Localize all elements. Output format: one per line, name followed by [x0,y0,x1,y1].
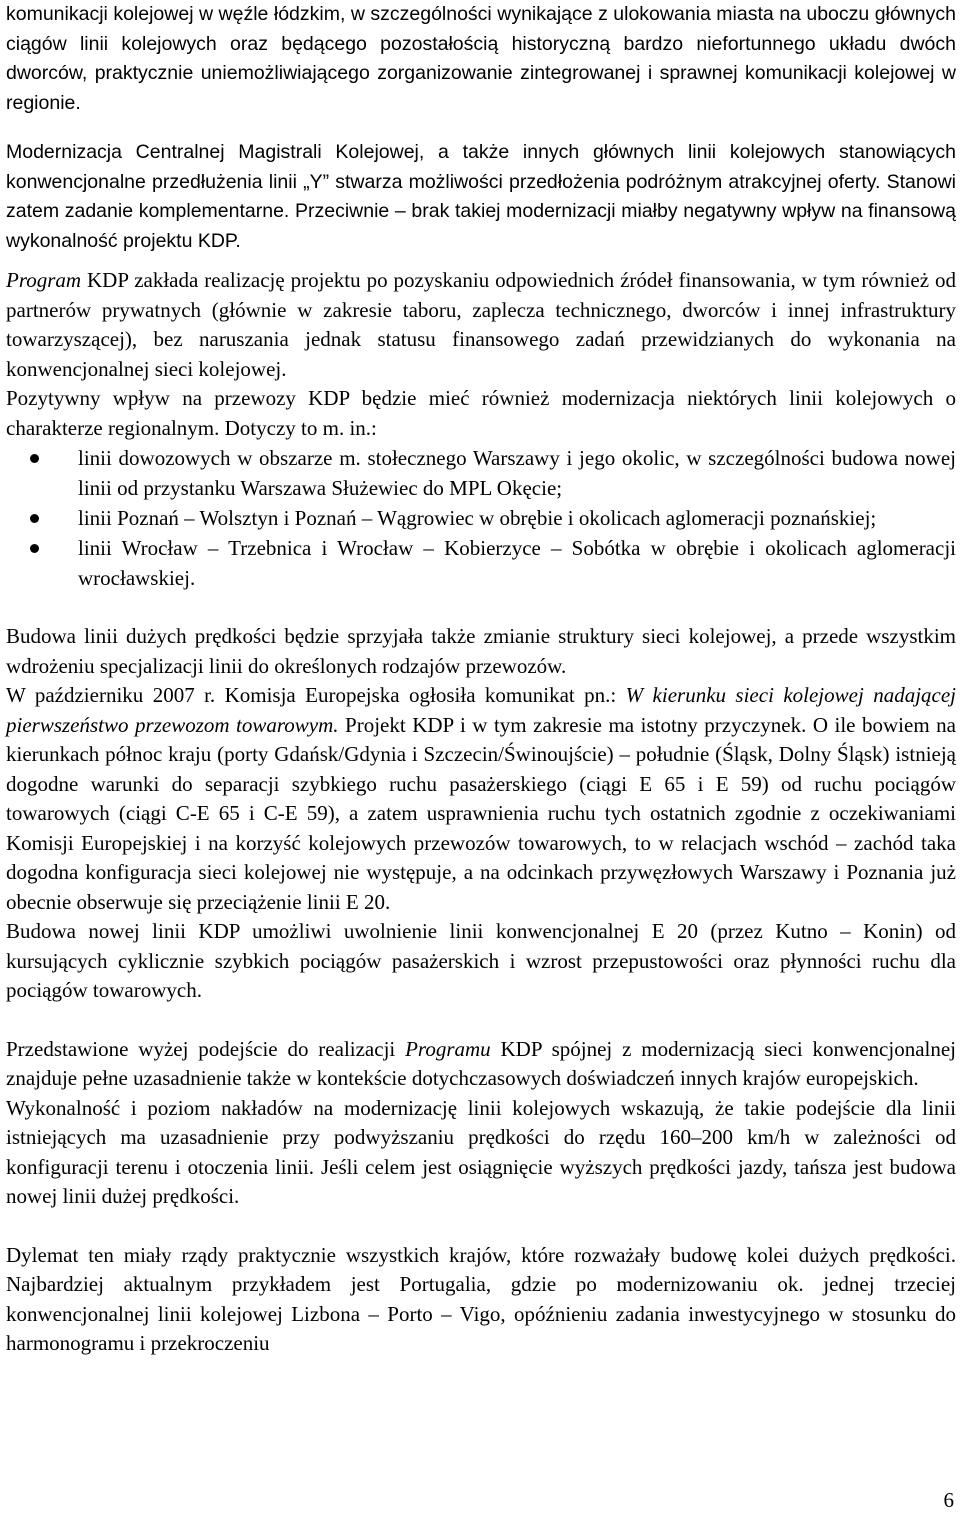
spacer [6,256,956,266]
paragraph-e20-release: Budowa nowej linii KDP umożliwi uwolnienie linii konwencjonalnej E 20 (przez Kutno – Konin) od kursujących cyklicznie szybkich pociągów pasażerskich i wzrost przepustowości oraz płynności ruchu dla pociągów towarowych. [6,919,956,1002]
bullet-icon [30,454,39,463]
bullet-icon [30,514,39,523]
spacer [6,593,956,622]
text-approach-a: Przedstawione wyżej podejście do realizacji [6,1036,406,1061]
italic-programu: Programu [405,1036,491,1061]
list-item [6,443,956,503]
paragraph-approach [6,1035,956,1094]
paragraph-feasibility: Wykonalność i poziom nakładów na modernizację linii kolejowych wskazują, że takie podejście dla linii istniejących ma uzasadnienie przy podwyższaniu prędkości do rzędu 160–200 km/h w zależności od konfiguracji terenu i otoczenia linii. Jeśli celem jest osiągnięcie wyższych prędkości jazdy, tańsza jest budowa nowej linii dużej prędkości. [6,1095,956,1208]
paragraph-program-financing [6,266,956,384]
bullet-icon [30,544,39,553]
spacer [6,1006,956,1035]
paragraph-specialization: Budowa linii dużych prędkości będzie sprzyjała także zmianie struktury sieci kolejowej, a przede wszystkim wdrożeniu specjalizacji linii do określonych rodzajów przewozów. [6,624,956,678]
regional-lines-list [6,443,956,593]
list-item-text: linii Poznań – Wolsztyn i Poznań – Wągrowiec w obrębie i okolicach aglomeracji poznańskiej; [78,506,877,530]
list-item [6,533,956,593]
paragraph-freight-communication [6,681,956,917]
spacer [6,1212,956,1241]
list-item-text: linii dowozowych w obszarze m. stołecznego Warszawy i jego okolic, w szczególności budowa nowej linii od przystanku Warszawa Służewiec do MPL Okęcie; [78,446,956,500]
spacer [6,118,956,138]
italic-communication-title: W kierunku sieci kolejowej nadającej pierwszeństwo przewozom towarowym. [6,683,957,737]
text-freight-b: Projekt KDP i w tym zakresie ma istotny przyczynek. O ile bowiem na kierunkach północ kraju (porty Gdańsk/Gdynia i Szczecin/Świnoujście) – południe (Śląsk, Dolny Śląsk) istnieją dogodne warunki do separacji szybkiego ruchu pasażerskiego (ciągi E 65 i E 59) od ruchu pociągów towarowych (ciągi C-E 65 i C-E 59), a zatem usprawnienia ruchu tych ostatnich zgodnie z oczekiwaniami Komisji Europejskiej i na korzyść kolejowych przewozów towarowych, to w relacjach wschód – zachód taka dogodna konfiguracja sieci kolejowej nie występuje, a na odcinkach przywęzłowych Warszawy i Poznania już obecnie obserwuje się przeciążenie linii E 20. [6,712,956,914]
list-item-text: linii Wrocław – Trzebnica i Wrocław – Kobierzyce – Sobótka w obrębie i okolicach aglomeracji wrocławskiej. [78,536,956,590]
text-approach-b: KDP spójnej z modernizacją sieci konwencjonalnej znajduje pełne uzasadnienie także w kontekście dotychczasowych doświadczeń innych krajów europejskich. [6,1036,957,1090]
document-page [6,0,956,1359]
paragraph-cmk-modernization: Modernizacja Centralnej Magistrali Kolejowej, a także innych głównych linii kolejowych stanowiących konwencjonalne przedłużenia linii „Y” stwarza możliwości przedłożenia podróżnym atrakcyjnej oferty. Stanowi zatem zadanie komplementarne. Przeciwnie – brak takiej modernizacji miałby negatywny wpływ na finansową wykonalność projektu KDP. [6,141,956,252]
italic-program: Program [6,268,82,292]
paragraph-dilemma: Dylemat ten miały rządy praktycznie wszystkich krajów, które rozważały budowę kolei dużych prędkości. Najbardziej aktualnym przykładem jest Portugalia, gdzie po modernizowaniu ok. jednej trzeciej konwencjonalnej linii kolejowej Lizbona – Porto – Vigo, opóźnieniu zadania inwestycyjnego w stosunku do harmonogramu i przekroczeniu [6,1242,956,1355]
page-number: 6 [943,1488,954,1512]
paragraph-lodz-rail: komunikacji kolejowej w węźle łódzkim, w szczególności wynikające z ulokowania miasta na uboczu głównych ciągów linii kolejowych oraz będącego pozostałością historyczną bardzo niefortunnego układu dwóch dworców, praktycznie uniemożliwiającego zorganizowanie zintegrowanej i sprawnej komunikacji kolejowej w regionie. [6,3,956,114]
text-program-rest: KDP zakłada realizację projektu po pozyskaniu odpowiednich źródeł finansowania, w tym również od partnerów prywatnych (głównie w zakresie taboru, zaplecza technicznego, dworców i innej infrastruktury towarzyszącej), bez naruszania jednak statusu finansowego zadań przewidzianych do wykonania na konwencjonalnej sieci kolejowej. [6,268,956,381]
list-item [6,503,956,533]
paragraph-regional-lines: Pozytywny wpływ na przewozy KDP będzie mieć również modernizacja niektórych linii kolejowych o charakterze regionalnym. Dotyczy to m. in.: [6,386,956,440]
text-freight-a: W październiku 2007 r. Komisja Europejska ogłosiła komunikat pn.: [6,683,626,707]
